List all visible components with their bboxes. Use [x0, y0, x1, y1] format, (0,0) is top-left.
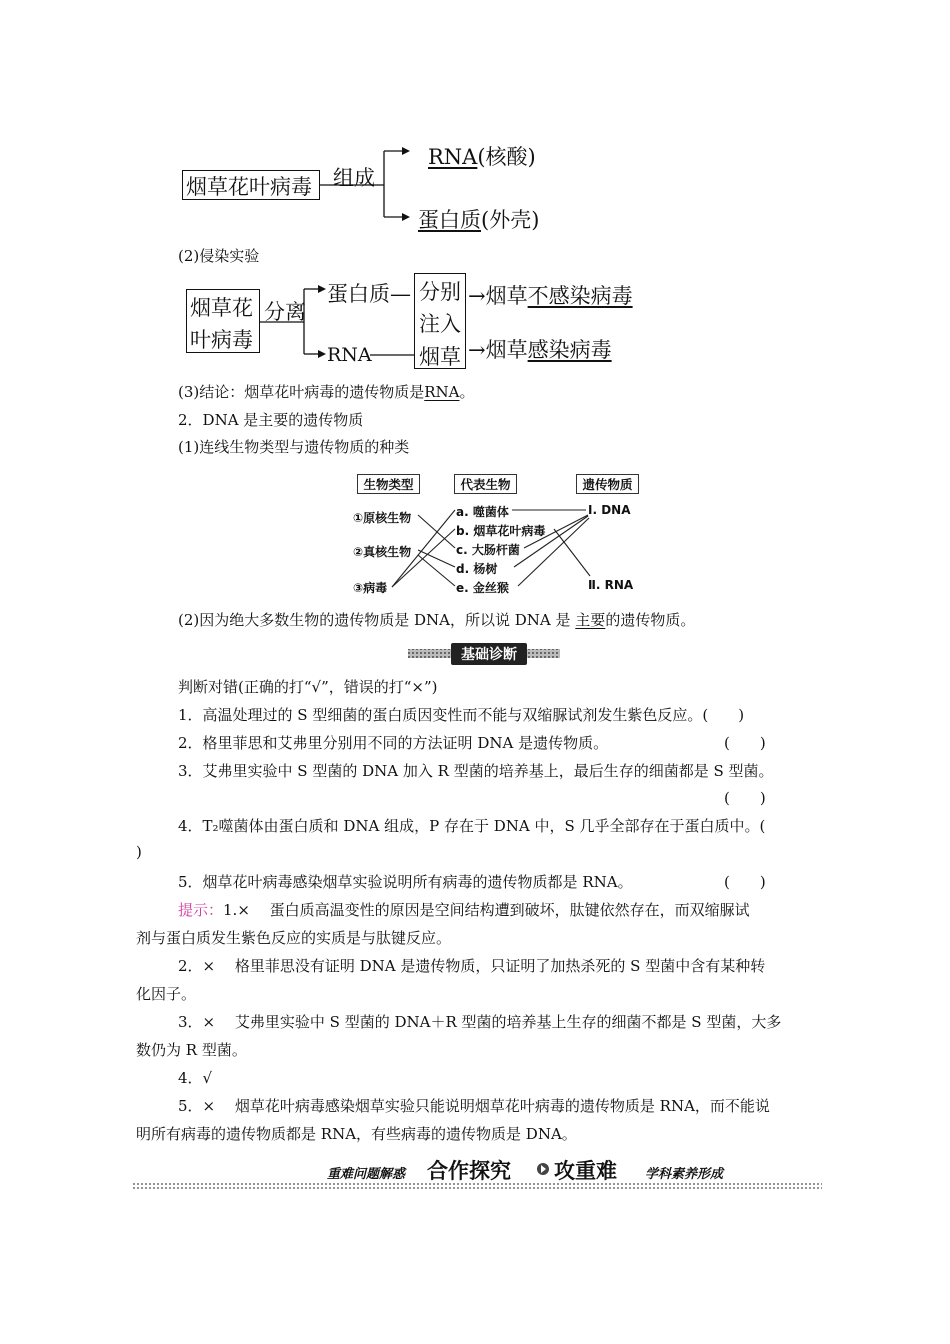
example-ecoli: c. 大肠杆菌 [456, 543, 520, 557]
judge-instruction: 判断对错(正确的打“√”，错误的打“×”) [178, 678, 438, 696]
example-monkey: e. 金丝猴 [456, 581, 509, 595]
hint-label: 提示： [178, 901, 224, 919]
virus-line1: 烟草花 [190, 296, 253, 320]
banner-title-1: 合作探究 [427, 1159, 511, 1183]
header-material: 遗传物质 [576, 474, 639, 494]
question-2-paren: ( ) [724, 734, 766, 752]
question-3-paren: ( ) [724, 789, 766, 807]
source-label: 烟草花叶病毒 [186, 175, 312, 199]
question-1: 1．高温处理过的 S 型细菌的蛋白质因变性而不能与双缩脲试剂发生紫色反应。( ) [178, 706, 745, 724]
point2-sub1: (1)连线生物类型与遗传物质的种类 [178, 438, 410, 456]
inject-line2: 注入 [419, 312, 461, 336]
question-2: 2．格里菲思和艾弗里分别用不同的方法证明 DNA 是遗传物质。 [178, 734, 609, 752]
question-4: 4．T₂噬菌体由蛋白质和 DNA 组成，P 存在于 DNA 中，S 几乎全部存在于蛋白质中。( [178, 817, 766, 835]
result-not-infected: →烟草不感染病毒 [468, 284, 633, 308]
header-examples: 代表生物 [454, 474, 517, 494]
banner-title-2: 攻重难 [554, 1159, 617, 1183]
question-5-paren: ( ) [724, 873, 766, 891]
hint-1-line1: 提示：1.× 蛋白质高温变性的原因是空间结构遭到破坏，肽键依然存在，而双缩脲试 [178, 901, 750, 919]
example-tmv: b. 烟草花叶病毒 [456, 524, 546, 538]
inject-line3: 烟草 [419, 345, 461, 369]
question-5: 5．烟草花叶病毒感染烟草实验说明所有病毒的遗传物质都是 RNA。 [178, 873, 633, 891]
point2-sub2: (2)因为绝大多数生物的遗传物质是 DNA，所以说 DNA 是 主要的遗传物质。 [178, 611, 696, 629]
hint-5-line1: 5．× 烟草花叶病毒感染烟草实验只能说明烟草花叶病毒的遗传物质是 RNA，而不能说 [178, 1097, 770, 1115]
hint-3-line1: 3．× 艾弗里实验中 S 型菌的 DNA＋R 型菌的培养基上生存的细菌不都是 S 型菌，大多 [178, 1013, 782, 1031]
example-phage: a. 噬菌体 [456, 505, 509, 519]
banner-right: 学科素养形成 [645, 1167, 724, 1182]
type-prokaryote: ①原核生物 [353, 511, 412, 525]
result-infected: →烟草感染病毒 [468, 338, 612, 362]
material-dna: Ⅰ. DNA [588, 503, 631, 517]
hint-4: 4．√ [178, 1069, 213, 1087]
type-virus: ③病毒 [353, 581, 388, 595]
conclusion: (3)结论：烟草花叶病毒的遗传物质是RNA。 [178, 383, 475, 401]
point2-title: 2．DNA 是主要的遗传物质 [178, 411, 364, 429]
type-eukaryote: ②真核生物 [353, 545, 412, 559]
rna-label: RNA [327, 344, 372, 366]
header-types: 生物类型 [357, 474, 420, 494]
hint-1-line2: 剂与蛋白质发生紫色反应的实质是与肽键反应。 [136, 929, 452, 947]
inject-line1: 分别 [419, 280, 461, 304]
hint-3-line2: 数仍为 R 型菌。 [136, 1041, 247, 1059]
question-4-cont: ) [136, 843, 142, 861]
banner-left: 重难问题解惑 [327, 1167, 406, 1182]
example-poplar: d. 杨树 [456, 562, 498, 576]
component-protein: 蛋白质(外壳) [418, 208, 540, 232]
diagnosis-title: 基础诊断 [451, 643, 527, 665]
hint-2-line1: 2．× 格里菲思没有证明 DNA 是遗传物质，只证明了加热杀死的 S 型菌中含有某种转 [178, 957, 766, 975]
hint-5-line2: 明所有病毒的遗传物质都是 RNA，有些病毒的遗传物质是 DNA。 [136, 1125, 577, 1143]
material-rna: Ⅱ. RNA [588, 578, 634, 592]
protein-label: 蛋白质— [327, 282, 411, 306]
component-rna: RNA(核酸) [428, 145, 536, 169]
hint-2-line2: 化因子。 [136, 985, 197, 1003]
separate-label: 分离 [264, 300, 306, 324]
question-3: 3．艾弗里实验中 S 型菌的 DNA 加入 R 型菌的培养基上，最后生存的细菌都是 S 型菌。 [178, 762, 774, 780]
relation-label: 组成 [333, 166, 375, 190]
section-heading-infection: (2)侵染实验 [178, 247, 260, 265]
virus-line2: 叶病毒 [190, 328, 253, 352]
